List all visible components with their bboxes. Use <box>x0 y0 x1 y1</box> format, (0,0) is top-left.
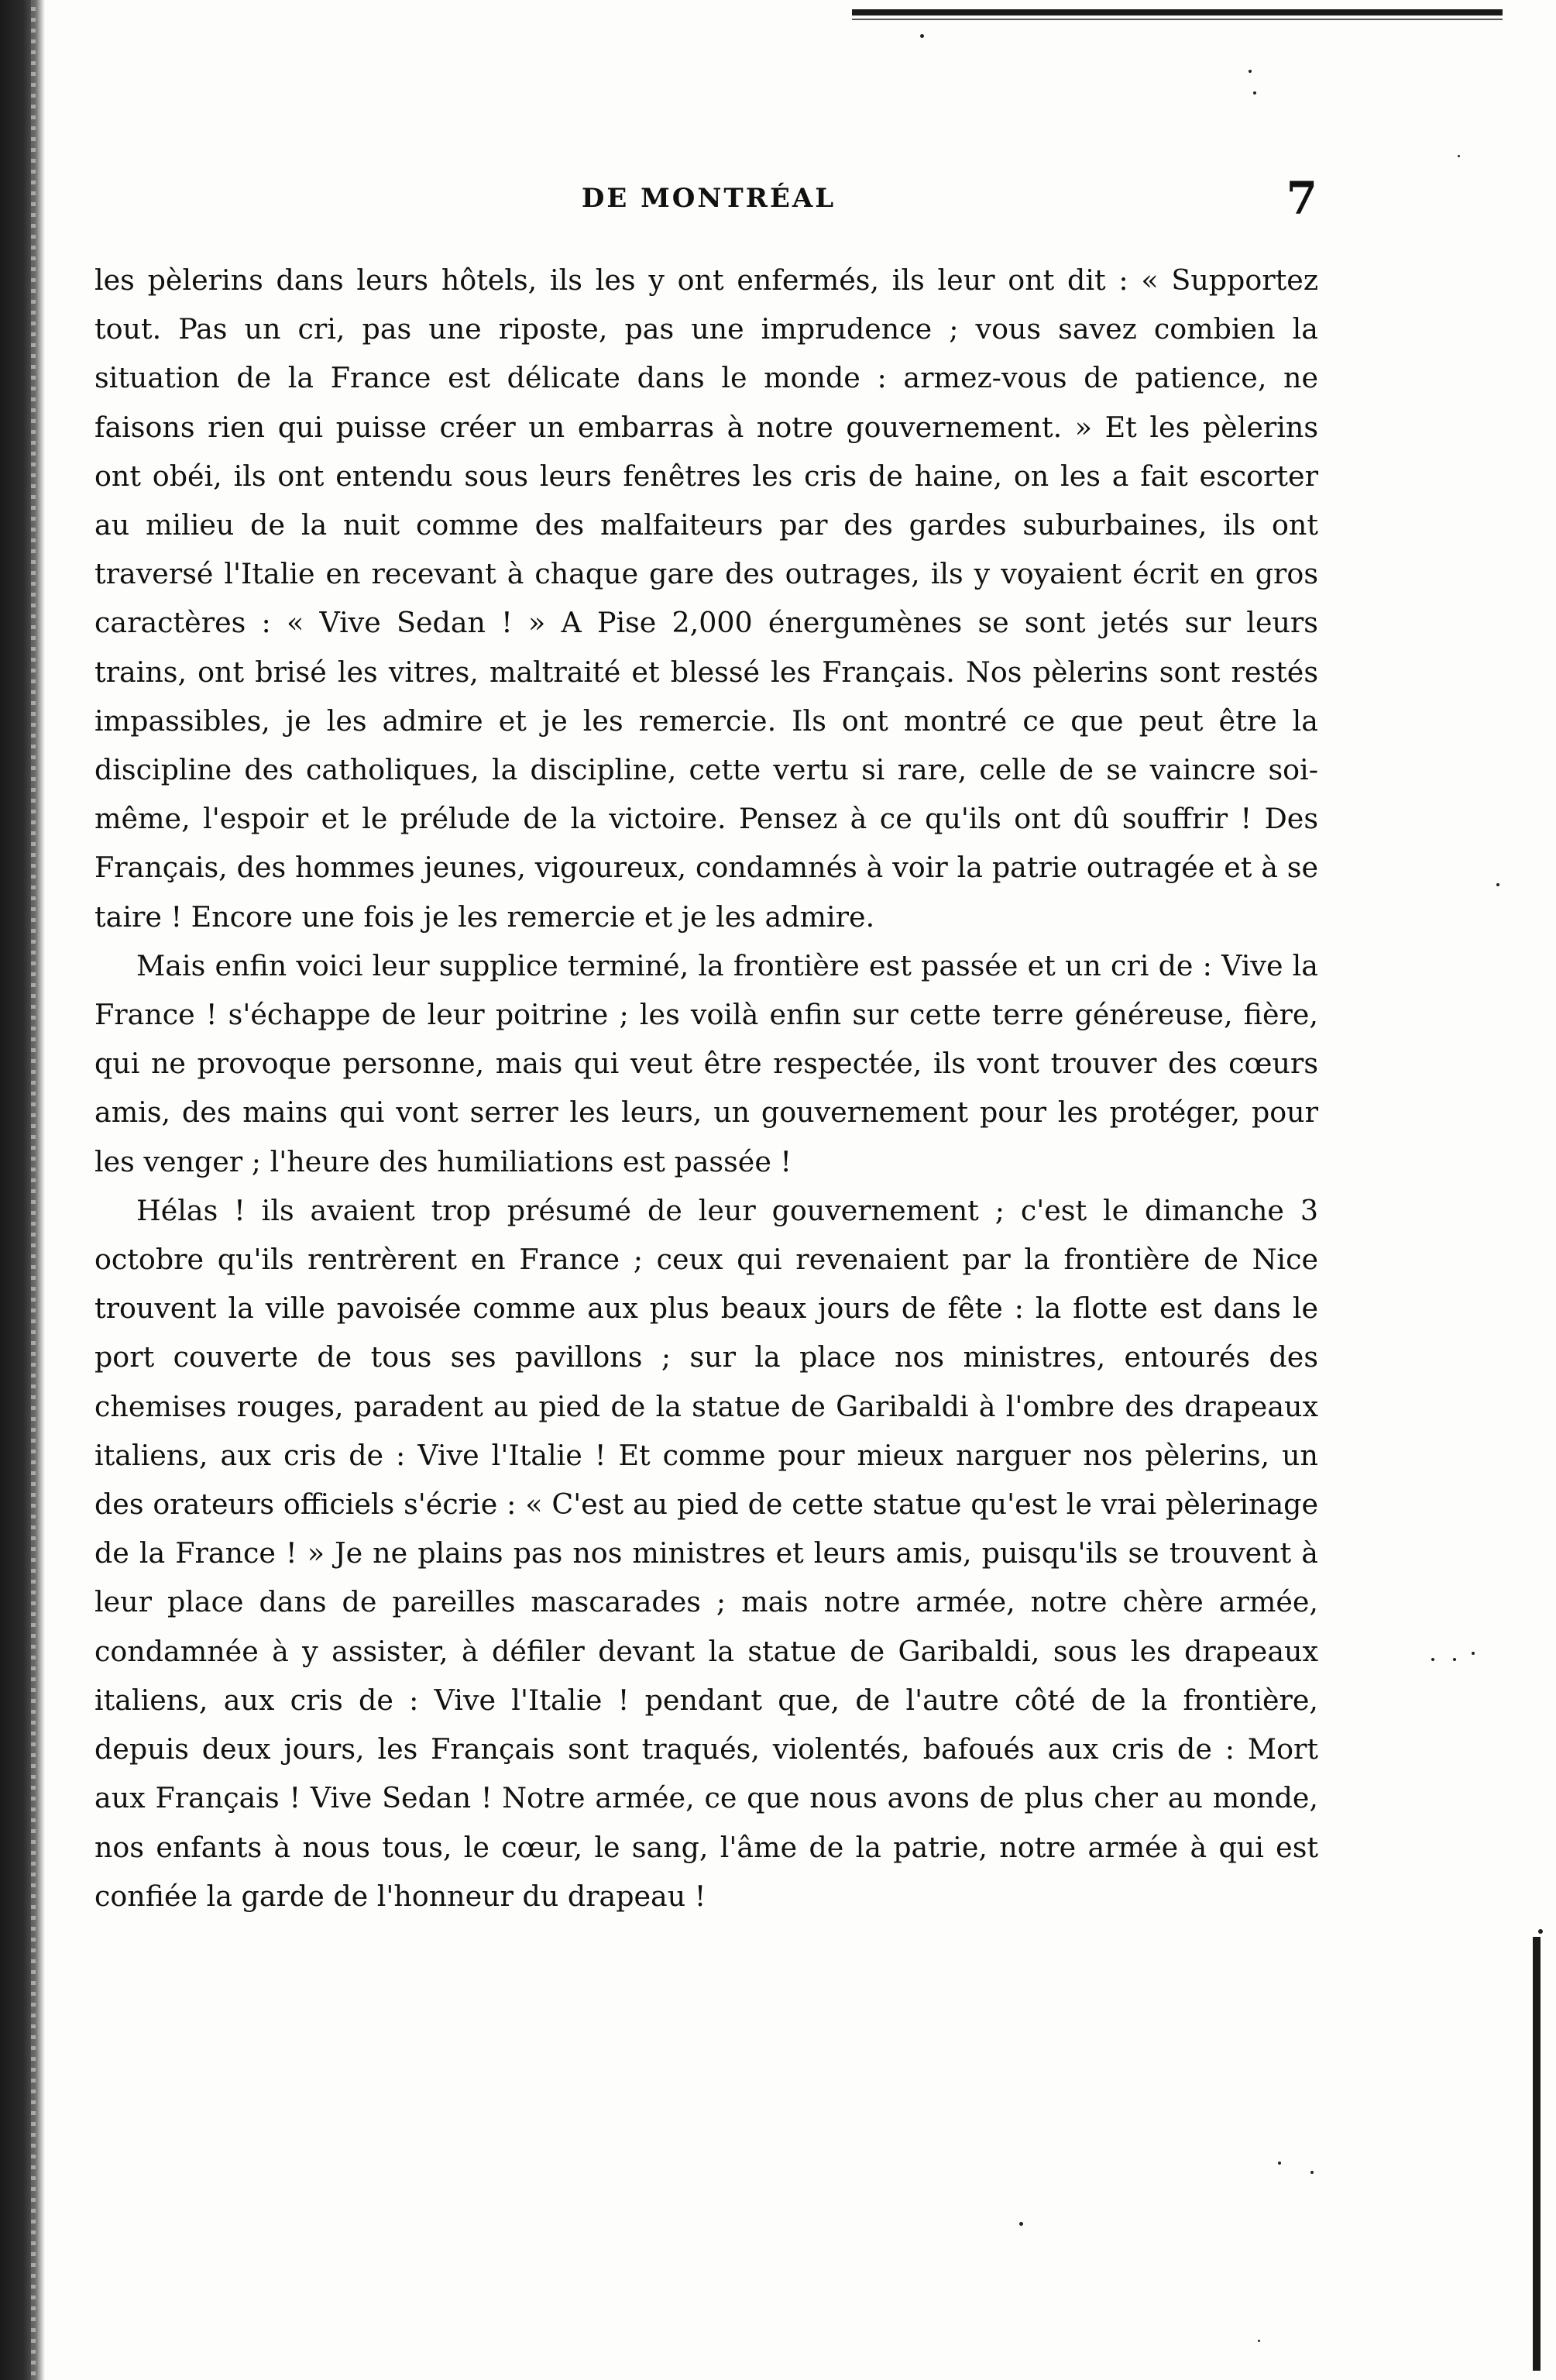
page-number: 7 <box>1286 172 1317 225</box>
paragraph-3: Hélas ! ils avaient trop présumé de leur gouvernement ; c'est le dimanche 3 octobre qu'ils rentrèrent en France ; ceux qui revenaient par la frontière de Nice trouvent la ville pavoisée comme aux plus beaux jours de fête : la flotte est dans le port couverte de tous ses pavillons ; sur la place nos ministres, entourés des chemises rouges, paradent au pied de la statue de Garibaldi à l'ombre des drapeaux italiens, aux cris de : Vive l'Italie ! Et comme pour mieux narguer nos pèlerins, un des orateurs officiels s'écrie : « C'est au pied de cette statue qu'est le vrai pèlerinage de la France ! » Je ne plains pas nos ministres et leurs amis, puisqu'ils se trouvent à leur place dans de pareilles mascarades ; mais notre armée, notre chère armée, condamnée à y assister, à défiler devant la statue de Garibaldi, sous les drapeaux italiens, aux cris de : Vive l'Italie ! pendant que, de l'autre côté de la frontière, depuis deux jours, les Français sont traqués, violentés, bafoués aux cris de : Mort aux Français ! Vive Sedan ! Notre armée, ce que nous avons de plus cher au monde, nos enfants à nous tous, le cœur, le sang, l'âme de la patrie, notre armée à qui est confiée la garde de l'honneur du drapeau ! <box>94 1193 1318 1913</box>
page-header <box>101 172 1317 229</box>
scan-binding-edge <box>0 0 45 2380</box>
paragraph-1: les pèlerins dans leurs hôtels, ils les y ont enfermés, ils leur ont dit : « Supportez tout. Pas un cri, pas une riposte, pas une imprudence ; vous savez combien la situation de la France est délicate dans le monde : armez-vous de patience, ne faisons rien qui puisse créer un embarras à notre gouvernement. » Et les pèlerins ont obéi, ils ont entendu sous leurs fenêtres les cris de haine, on les a fait escorter au milieu de la nuit comme des malfaiteurs par des gardes suburbaines, ils ont traversé l'Italie en recevant à chaque gare des outrages, ils y voyaient écrit en gros caractères : « Vive Sedan ! » A Pise 2,000 énergumènes se sont jetés sur leurs trains, ont brisé les vitres, maltraité et blessé les Français. Nos pèlerins sont restés impassibles, je les admire et je les remercie. Ils ont montré ce que peut être la discipline des catholiques, la discipline, cette vertu si rare, celle de se vaincre soi-même, l'espoir et le prélude de la victoire. Pensez à ce qu'ils ont dû souffrir ! Des Français, des hommes jeunes, vigoureux, condamnés à voir la patrie outragée et à se taire ! Encore une fois je les remercie et je les admire. <box>94 263 1318 934</box>
body-text <box>94 256 1318 1921</box>
running-title: DE MONTRÉAL <box>581 183 836 214</box>
top-rule <box>852 9 1503 15</box>
paragraph-2: Mais enfin voici leur supplice terminé, la frontière est passée et un cri de : Vive la France ! s'échappe de leur poitrine ; les voilà enfin sur cette terre généreuse, fière, qui ne provoque personne, mais qui veut être respectée, ils vont trouver des cœurs amis, des mains qui vont serrer les leurs, un gouvernement pour les protéger, pour les venger ; l'heure des humiliations est passée ! <box>94 948 1318 1178</box>
scan-right-edge <box>1533 1937 1541 2371</box>
